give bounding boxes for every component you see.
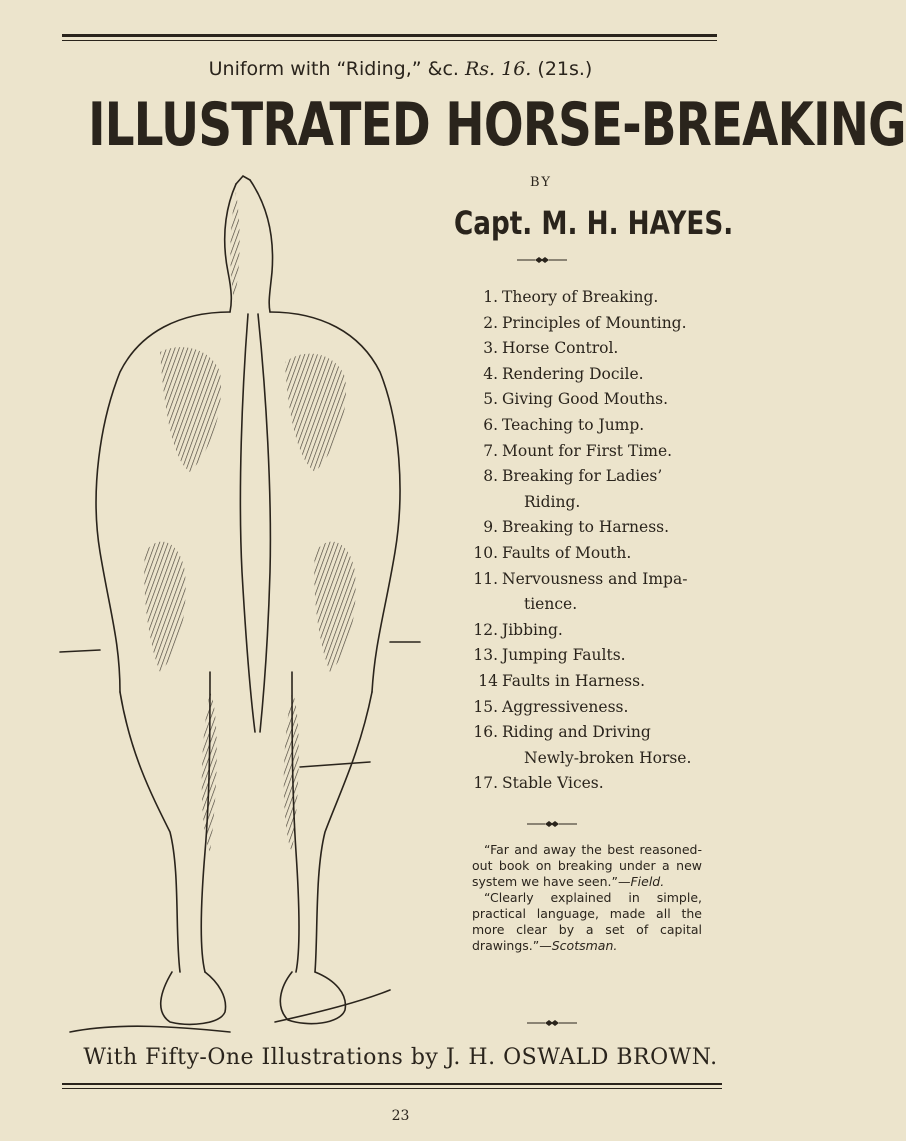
contents-item bbox=[466, 720, 716, 771]
contents-item-number: 4. bbox=[483, 364, 498, 383]
contents-item-label: Horse Control. bbox=[502, 339, 619, 358]
contents-item-label: Breaking to Harness. bbox=[502, 518, 670, 537]
contents-item-number: 13. bbox=[473, 646, 498, 665]
contents-item-label: Stable Vices. bbox=[502, 774, 604, 793]
contents-item bbox=[466, 464, 716, 515]
contents-item bbox=[466, 567, 716, 618]
contents-item-number: 7. bbox=[483, 441, 498, 460]
ornament-divider-icon bbox=[517, 255, 567, 265]
contents-item-label: Theory of Breaking. bbox=[502, 288, 659, 306]
contents-item-label: Giving Good Mouths. bbox=[502, 390, 669, 409]
contents-item bbox=[466, 669, 716, 695]
contents-item bbox=[466, 285, 716, 311]
contents-item-number: 3. bbox=[483, 339, 498, 358]
contents-item-label: Faults in Harness. bbox=[502, 671, 646, 690]
contents-item bbox=[466, 387, 716, 413]
review-quote-text: “Far and away the best reasoned-out book on breaking under a new system we have seen.”— bbox=[472, 842, 702, 889]
contents-item-label: Jibbing. bbox=[502, 620, 563, 639]
contents-item bbox=[466, 618, 716, 644]
book-title: ILLUSTRATED HORSE-BREAKING bbox=[88, 90, 906, 160]
contents-item bbox=[466, 311, 716, 337]
contents-item-label: Faults of Mouth. bbox=[502, 543, 632, 562]
ornament-divider-icon bbox=[527, 1018, 577, 1028]
contents-item-label: tience. bbox=[524, 595, 578, 614]
contents-item-label: Principles of Mounting. bbox=[502, 313, 687, 332]
by-label: BY bbox=[530, 175, 552, 190]
contents-item bbox=[466, 541, 716, 567]
contents-item bbox=[466, 771, 716, 797]
contents-item-label: Rendering Docile. bbox=[502, 364, 644, 383]
uniform-with-line bbox=[0, 58, 801, 80]
contents-item-number: 2. bbox=[483, 313, 498, 332]
contents-list bbox=[466, 285, 716, 797]
uniform-price: Rs. 16. bbox=[465, 58, 532, 80]
review-quote-source: Field. bbox=[630, 874, 665, 889]
contents-item bbox=[466, 643, 716, 669]
review-quote bbox=[472, 890, 702, 954]
review-quote bbox=[472, 842, 702, 890]
contents-item-number: 15. bbox=[473, 697, 498, 716]
top-rule-thin bbox=[62, 40, 717, 41]
bottom-rule-thin bbox=[62, 1088, 722, 1089]
contents-item bbox=[466, 439, 716, 465]
contents-item-number: 12. bbox=[473, 620, 498, 639]
contents-item-number: 5. bbox=[483, 390, 498, 409]
contents-item bbox=[466, 336, 716, 362]
contents-item-number: 17. bbox=[473, 774, 498, 793]
contents-item-number: 16. bbox=[473, 723, 498, 742]
contents-item-label: Mount for First Time. bbox=[502, 441, 673, 460]
contents-item-label: Aggressiveness. bbox=[502, 697, 629, 716]
contents-item bbox=[466, 413, 716, 439]
contents-item bbox=[466, 515, 716, 541]
contents-item-label: Nervousness and Impa- bbox=[502, 569, 688, 588]
review-quotes bbox=[472, 842, 702, 954]
contents-item-number: 8. bbox=[483, 467, 498, 486]
bottom-rule bbox=[62, 1083, 722, 1085]
contents-item-label: Jumping Faults. bbox=[502, 646, 626, 665]
uniform-prefix: Uniform with “Riding,” &c. bbox=[208, 58, 459, 80]
contents-item-number: 6. bbox=[483, 415, 498, 434]
uniform-alt-price: (21s.) bbox=[537, 58, 593, 80]
contents-item-number: 14 bbox=[478, 671, 498, 690]
contents-item-label: Riding and Driving bbox=[502, 723, 651, 742]
illustrations-credit: With Fifty-One Illustrations by J. H. OSWALD BROWN. bbox=[83, 1045, 718, 1070]
contents-item-number: 1. bbox=[483, 288, 498, 306]
page-number: 23 bbox=[391, 1108, 410, 1124]
author-name: Capt. M. H. HAYES. bbox=[454, 204, 734, 242]
contents-item bbox=[466, 695, 716, 721]
contents-item-number: 9. bbox=[483, 518, 498, 537]
review-quote-text: “Clearly explained in simple, practical language, made all the more clear by a set of capital drawings.”— bbox=[472, 890, 702, 953]
ornament-divider-icon bbox=[527, 819, 577, 829]
contents-item-label: Breaking for Ladies’ bbox=[502, 467, 663, 486]
contents-item-label: Newly-broken Horse. bbox=[524, 748, 692, 767]
horse-rear-view-illustration bbox=[60, 172, 460, 1052]
contents-item-number: 11. bbox=[473, 569, 498, 588]
contents-item-number: 10. bbox=[473, 543, 498, 562]
review-quote-source: Scotsman. bbox=[551, 938, 618, 953]
contents-item-label: Teaching to Jump. bbox=[502, 415, 645, 434]
contents-item bbox=[466, 362, 716, 388]
top-rule bbox=[62, 34, 717, 37]
contents-item-label: Riding. bbox=[524, 492, 581, 511]
